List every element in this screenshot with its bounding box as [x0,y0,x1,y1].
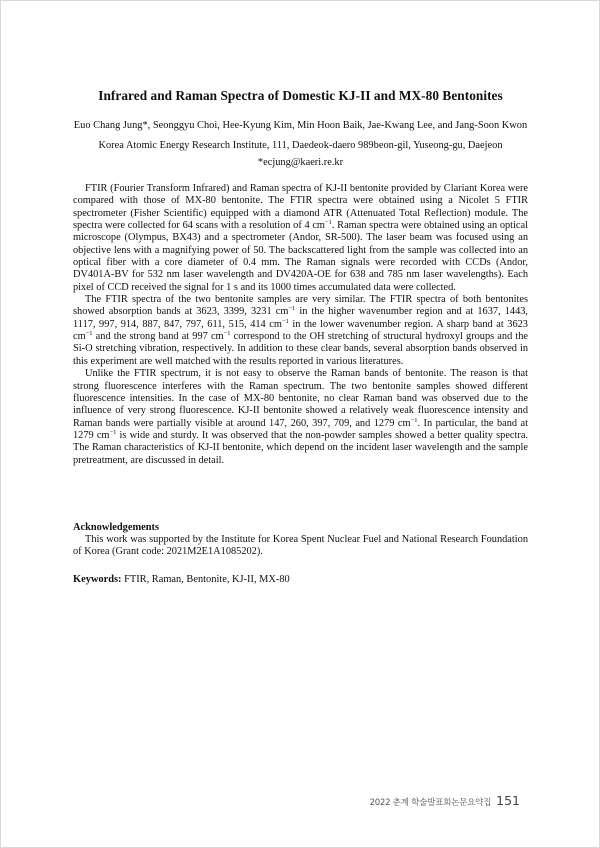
abstract-paragraph-3 [73,368,528,467]
abstract-p2-text: and the strong band at 997 cm [92,331,224,343]
superscript-unit: −1 [223,330,231,338]
keywords-label: Keywords: [73,574,122,585]
abstract-p3-text: is wide and sturdy. It was observed that the non-powder samples showed a better quality spectra. The Raman characteristics of KJ-II bentonite, which depend on the incident laser wavelength and the sample pretreatment, are discussed in detail. [73,429,528,466]
superscript-unit: −1 [324,219,332,227]
abstract-p3-text: Unlike the FTIR spectrum, it is not easy to observe the Raman bands of bentonite. The reason is that strong fluorescence interferes with the Raman spectrum. The two bentonite samples showed different fluorescence intensities. In the case of MX-80 bentonite, no clear Raman band was observed due to the influence of very strong fluorescence. KJ-II bentonite showed a relatively weak fluorescence intensity and Raman bands were partially visible at around 147, 260, 397, 709, and 1279 cm [73,368,528,429]
page-number: 151 [496,793,520,808]
abstract-p2-text: The FTIR spectra of the two bentonite samples are very similar. The FTIR spectra of both bentonites showed absorption bands at 3623, 3399, 3231 cm [73,294,528,318]
abstract-p2-text: in the lower wavenumber region. A sharp band at 3623 cm [73,318,528,343]
author-list: Euo Chang Jung*, Seonggyu Choi, Hee-Kyung Kim, Min Hoon Baik, Jae-Kwang Lee, and Jang-Soon Kwon [73,120,528,131]
abstract-p2-text: correspond to the OH stretching of structural hydroxyl groups and the Si-O stretching vibration, respectively. In addition to these clear bands, several absorption bands observed in this experiment are well matched with the results reported in various literatures. [73,331,528,367]
abstract-p1-text: FTIR (Fourier Transform Infrared) and Raman spectra of KJ-II bentonite provided by Clariant Korea were compared with those of MX-80 bentonite. The FTIR spectra were obtained using a Nicolet 5 FTIR spectrometer (Fisher Scientific) equipped with a diamond ATR (Attenuated Total Reflection) module. The spectra were collected for 64 scans with a resolution of 4 cm [73,183,528,232]
keywords-text: FTIR, Raman, Bentonite, KJ-II, MX-80 [124,574,290,585]
superscript-unit: −1 [109,428,117,436]
abstract-p3-text: . In particular, the band at 1279 cm [73,417,529,441]
paper-title: Infrared and Raman Spectra of Domestic KJ-II and MX-80 Bentonites [98,88,503,103]
page-footer [370,790,520,809]
superscript-unit: −1 [410,416,418,424]
abstract-paragraph-2 [73,294,528,368]
acknowledgements-text: This work was supported by the Institute for Korea Spent Nuclear Fuel and National Research Foundation of Korea (Grant code: 2021M2E1A1085202). [73,534,528,558]
corresponding-email: *ecjung@kaeri.re.kr [257,157,344,168]
proceedings-title: 2022 춘계 학술발표회논문요약집 [369,798,492,808]
superscript-unit: −1 [288,305,296,313]
superscript-unit: −1 [281,317,289,325]
acknowledgements-heading: Acknowledgements [73,522,160,533]
keywords-line [73,574,528,585]
abstract-paragraph-1 [73,183,528,294]
abstract-p1-text: . Raman spectra were obtained using an optical microscope (Olympus, BX43) and a spectrometer (Andor, SR-500). The laser beam was focused using an objective lens with a magnifying power of 50. The backscattered light from the sample was collected into an optical fiber with a core diameter of 0.4 mm. The Raman signals were recorded with CCDs (Andor, DV401A-BV for 532 nm laser wavelength and DV420A-OE for 638 and 785 nm laser wavelengths). Each pixel of CCD received the signal for 1 s and its 1000 times accumulated data were collected. [73,220,528,293]
superscript-unit: −1 [85,330,93,338]
abstract-body [73,183,528,467]
author-affiliation: Korea Atomic Energy Research Institute, 111, Daedeok-daero 989beon-gil, Yuseong-gu, Daejeon [98,140,503,151]
abstract-p2-text: in the higher wavenumber region and at 1637, 1443, 1117, 997, 914, 887, 847, 797, 611, 515, 414 cm [73,306,528,330]
